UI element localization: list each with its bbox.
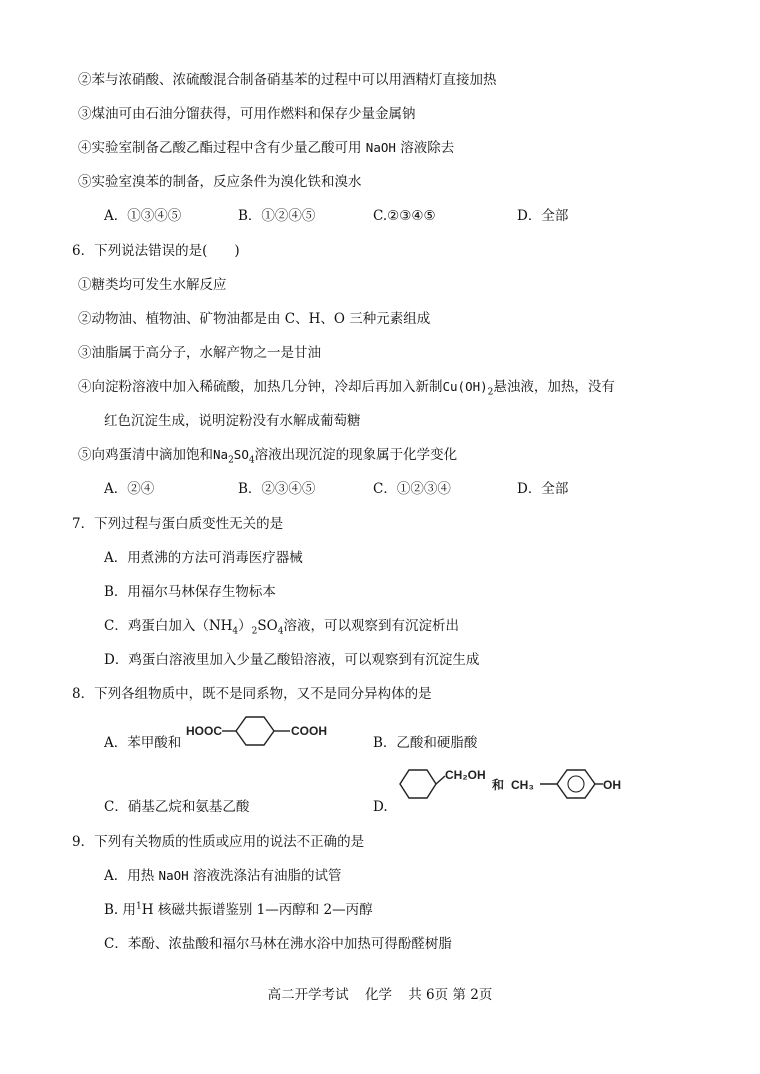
q7-option-c-sub-1: 4 — [232, 626, 239, 637]
q9-option-c[interactable]: C．苯酚、浓盐酸和福尔马林在沸水浴中加热可得酚醛树脂 — [104, 936, 452, 952]
benzyl-alcohol-and-cresol-structure — [395, 762, 625, 814]
q9-stem: 9．下列有关物质的性质或应用的说法不正确的是 — [72, 834, 365, 850]
q8-a-hooc: HOOC — [186, 724, 222, 738]
q6-item-5-sub-2: 4 — [248, 455, 255, 466]
q6-item-5-so: SO — [233, 447, 249, 462]
q8-d-oh: OH — [603, 778, 621, 792]
footer-exam: 高二开学考试 — [267, 987, 349, 1003]
q9-option-a[interactable] — [104, 866, 341, 886]
bond-ch2oh — [436, 776, 445, 784]
q5-item-4-text-b: 溶液除去 — [400, 140, 455, 156]
q6-stem: 6．下列说法错误的是( ) — [72, 243, 240, 259]
q6-item-4 — [78, 377, 615, 397]
q8-d-ch2oh: CH₂OH — [445, 768, 486, 782]
q8-option-b[interactable]: B．乙酸和硬脂酸 — [373, 735, 478, 751]
page-footer — [0, 985, 760, 1005]
q8-option-c[interactable]: C．硝基乙烷和氨基乙酸 — [104, 799, 250, 815]
q6-item-4-continued: 红色沉淀生成，说明淀粉没有水解成葡萄糖 — [104, 413, 361, 429]
q5-item-4-text-a: ④实验室制备乙酸乙酯过程中含有少量乙酸可用 — [78, 140, 362, 156]
benzene-ring-left-icon — [400, 770, 436, 798]
q5-option-d[interactable]: D．全部 — [517, 208, 569, 224]
q9-option-a-naoh: NaOH — [158, 868, 189, 883]
q7-option-c-text-a: C．鸡蛋白加入（NH — [104, 618, 233, 634]
q9-option-a-text-a: A．用热 — [104, 868, 155, 884]
q8-a-cooh: COOH — [291, 724, 327, 738]
q8-d-and: 和 — [492, 778, 505, 792]
q6-item-5-text-b: 溶液出现沉淀的现象属于化学变化 — [254, 447, 458, 463]
q6-option-a[interactable]: A．②④ — [104, 481, 155, 497]
q7-option-c-text-d: 溶液，可以观察到有沉淀析出 — [283, 618, 459, 634]
q6-item-5-text-a: ⑤向鸡蛋清中滴加饱和 — [78, 447, 213, 463]
q8-option-a[interactable] — [104, 733, 181, 753]
q9-option-b-text-a: B. 用 — [104, 902, 137, 918]
q5-option-a[interactable]: A．①③④⑤ — [104, 208, 182, 224]
q6-item-4-cu: Cu(OH) — [442, 379, 488, 394]
q6-item-5 — [78, 445, 457, 465]
q6-item-5-na: Na — [213, 447, 229, 462]
footer-pages: 共 6页 第 2页 — [408, 987, 493, 1003]
q7-stem: 7．下列过程与蛋白质变性无关的是 — [72, 516, 284, 532]
q5-option-b[interactable]: B．①②④⑤ — [238, 208, 316, 224]
q9-option-b[interactable] — [104, 900, 373, 920]
q6-item-1: ①糖类均可发生水解反应 — [78, 277, 227, 293]
q9-option-a-text-b: 溶液洗涤沾有油脂的试管 — [192, 868, 342, 884]
q7-option-c-sub-2: 2 — [251, 626, 258, 637]
q8-option-a-label: A．苯甲酸和 — [104, 735, 182, 751]
q7-option-c[interactable] — [104, 616, 459, 636]
q8-option-d[interactable]: D. — [373, 799, 388, 815]
aromatic-circle-icon — [568, 776, 584, 792]
q7-option-c-text-b: ） — [238, 618, 252, 634]
q6-item-4-text-a: ④向淀粉溶液中加入稀硫酸，加热几分钟，冷却后再加入新制 — [78, 379, 443, 395]
q6-option-d[interactable]: D．全部 — [517, 481, 569, 497]
q6-item-4-sub: 2 — [487, 387, 494, 398]
q7-option-a[interactable]: A．用煮沸的方法可消毒医疗器械 — [104, 550, 303, 566]
q8-stem: 8．下列各组物质中，既不是同系物，又不是同分异构体的是 — [72, 686, 432, 702]
q7-option-d[interactable]: D．鸡蛋白溶液里加入少量乙酸铅溶液，可以观察到有沉淀生成 — [104, 652, 480, 668]
q5-item-5: ⑤实验室溴苯的制备，反应条件为溴化铁和溴水 — [78, 174, 362, 190]
q8-d-ch3: CH₃ — [511, 778, 534, 792]
benzene-ring-right-icon — [557, 770, 595, 798]
q6-item-4-text-b: 悬浊液，加热，没有 — [493, 379, 615, 395]
benzene-ring-icon — [236, 717, 274, 745]
q5-item-4 — [78, 138, 454, 158]
q9-option-b-text-b: H 核磁共振谱鉴别 1—丙醇和 2—丙醇 — [141, 902, 373, 918]
q7-option-c-sub-3: 4 — [277, 626, 284, 637]
q5-item-3: ③煤油可由石油分馏获得，可用作燃料和保存少量金属钠 — [78, 106, 416, 122]
q5-item-2: ②苯与浓硝酸、浓硫酸混合制备硝基苯的过程中可以用酒精灯直接加热 — [78, 72, 497, 88]
q6-option-b[interactable]: B．②③④⑤ — [238, 481, 316, 497]
q5-item-4-naoh: NaOH — [365, 140, 396, 155]
q6-item-2: ②动物油、植物油、矿物油都是由 C、H、O 三种元素组成 — [78, 311, 431, 327]
terephthalic-acid-structure — [186, 712, 336, 762]
q6-option-c[interactable]: C．①②③④ — [373, 481, 451, 497]
footer-subject: 化学 — [364, 987, 392, 1003]
q5-option-c[interactable]: C.②③④⑤ — [373, 208, 436, 224]
q7-option-c-text-c: SO — [257, 618, 278, 634]
q7-option-b[interactable]: B．用福尔马林保存生物标本 — [104, 584, 276, 600]
q9-option-b-sup: 1 — [136, 901, 142, 912]
q6-item-3: ③油脂属于高分子，水解产物之一是甘油 — [78, 345, 321, 361]
q6-item-5-sub-1: 2 — [228, 455, 234, 466]
